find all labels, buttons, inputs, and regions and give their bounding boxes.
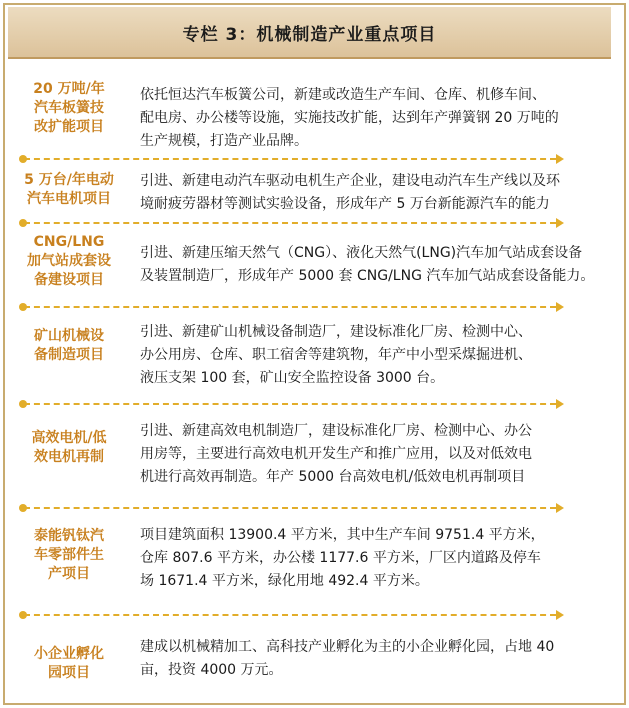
row-separator (24, 614, 556, 616)
project-description: 依托恒达汽车板簧公司，新建或改造生产车间、仓库、机修车间、 配电房、办公楼等设施，实施技改扩能，达到年产弹簧钢 20 万吨的 生产规模，打造产业品牌。 (140, 87, 559, 149)
row-separator (24, 403, 556, 405)
row-separator (24, 158, 556, 160)
project-description: 建成以机械精加工、高科技产业孵化为主的小企业孵化园，占地 40 亩，投资 4000 万元。 (140, 639, 555, 678)
row-separator (24, 306, 556, 308)
row-separator (24, 507, 556, 509)
section-title: 专栏 3：机械制造产业重点项目 (182, 24, 437, 45)
section-header (8, 7, 611, 59)
project-name: 高效电机/低 效电机再制 (31, 430, 107, 465)
project-description: 引进、新建矿山机械设备制造厂，建设标准化厂房、检测中心、 办公用房、仓库、职工宿舍等建筑物，年产中小型采煤掘进机、 液压支架 100 套，矿山安全监控设备 3000 台。 (140, 324, 532, 386)
project-description: 项目建筑面积 13900.4 平方米，其中生产车间 9751.4 平方米， 仓库 807.6 平方米，办公楼 1177.6 平方米，厂区内道路及停车 场 1671.4 平方米，绿化用地 492.4 平方米。 (140, 527, 545, 589)
project-description: 引进、新建高效电机制造厂，建设标准化厂房、检测中心、办公 用房等，主要进行高效电机开发生产和推广应用，以及对低效电 机进行高效再制造。年产 5000 台高效电机/低效电机再制项目 (140, 423, 532, 485)
project-name: 矿山机械设 备制造项目 (34, 328, 104, 363)
row-separator (24, 222, 556, 224)
project-name: CNG/LNG 加气站成套设 备建设项目 (27, 234, 111, 288)
project-description: 引进、新建电动汽车驱动电机生产企业，建设电动汽车生产线以及环 境耐疲劳器材等测试实验设备，形成年产 5 万台新能源汽车的能力 (140, 173, 560, 212)
project-description: 引进、新建压缩天然气（CNG）、液化天然气(LNG)汽车加气站成套设备 及装置制造厂，形成年产 5000 套 CNG/LNG 汽车加气站成套设备能力。 (140, 245, 595, 284)
project-name: 5 万台/年电动 汽车电机项目 (24, 172, 114, 207)
project-name: 小企业孵化 园项目 (34, 646, 104, 681)
project-name: 泰能钒钛汽 车零部件生 产项目 (34, 528, 104, 582)
project-name: 20 万吨/年 汽车板簧技 改扩能项目 (33, 81, 105, 135)
